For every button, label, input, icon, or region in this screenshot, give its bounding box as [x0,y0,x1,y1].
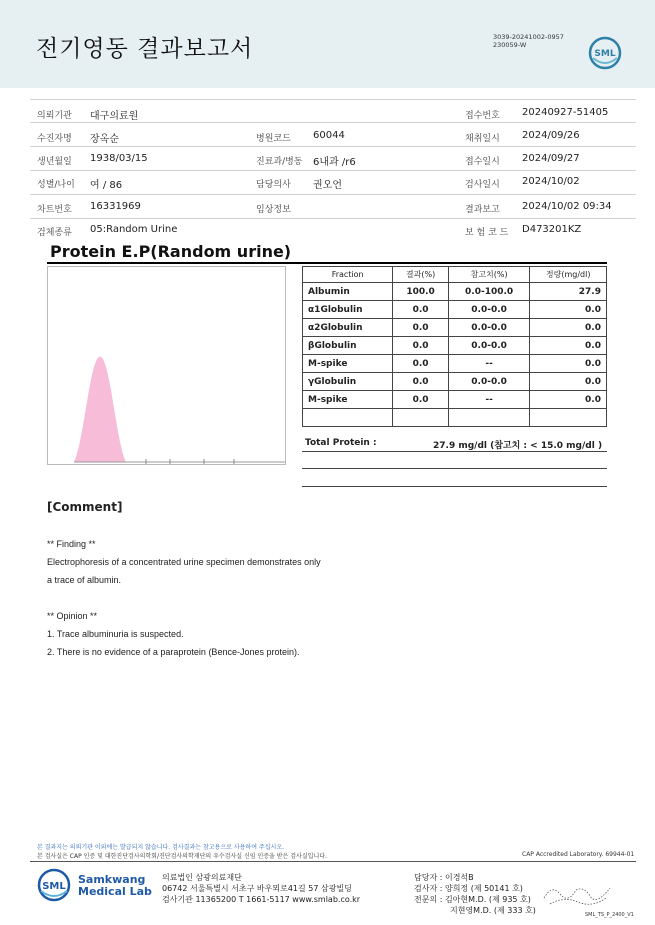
cap-accreditation: CAP Accredited Laboratory. 69944-01 [522,851,635,858]
staff-line: 검사자 : 양희정 (제 50141 호) [414,884,523,893]
total-protein-value: 27.9 mg/dl (참고치 : < 15.0 mg/dl ) [433,441,603,451]
fraction-ref: 0.0-0.0 [448,301,530,319]
logo-name [78,874,152,898]
fraction-ref: 0.0-0.0 [448,337,530,355]
logo-text-2: Medical Lab [78,885,152,898]
info-value: 대구의료원 [90,111,139,122]
total-line-3 [302,486,607,487]
samkwang-logo-icon [34,868,74,902]
fraction-ref: -- [448,355,530,373]
fraction-qty: 0.0 [530,301,607,319]
address-line-3: 검사기관 11365200 T 1661-5117 www.smlab.co.kr [162,895,361,904]
staff-line: 지현영M.D. (제 333 호) [450,906,536,915]
info-label: 담당의사 [256,180,291,190]
fraction-result: 0.0 [393,337,449,355]
info-label: 병원코드 [256,134,291,144]
info-row-divider [30,218,636,219]
fraction-result: 0.0 [393,355,449,373]
fraction-qty: 0.0 [530,373,607,391]
fraction-name: βGlobulin [303,337,393,355]
fraction-row-empty [303,409,607,427]
fraction-qty: 27.9 [530,283,607,301]
info-value: 1938/03/15 [90,153,148,164]
address-line-1: 의료법인 삼광의료재단 [162,873,242,882]
comment-line: 1. Trace albuminuria is suspected. [47,629,184,639]
info-value: 05:Random Urine [90,224,178,235]
footer-divider [30,861,636,862]
fraction-name: α2Globulin [303,319,393,337]
fraction-ref: 0.0-0.0 [448,319,530,337]
fraction-row [303,355,607,373]
logo-text-1: Samkwang [78,873,146,886]
section-title: Protein E.P(Random urine) [50,242,292,261]
info-row-divider [30,146,636,147]
fraction-name: α1Globulin [303,301,393,319]
footer-notice-2: 본 검사실은 CAP 인증 및 대한진단검사의학회/진단검사의학재단의 우수검사실 신임 인증을 받은 검사실입니다. [37,853,327,860]
info-label: 검사일시 [465,180,500,190]
comment-line: a trace of albumin. [47,575,122,585]
comment-line: ** Finding ** [47,539,96,549]
signature [540,878,620,908]
sml-logo-icon [588,36,622,70]
info-value: 60044 [313,130,345,141]
info-label: 성별/나이 [37,180,75,190]
info-row-divider [30,194,636,195]
info-value: D473201KZ [522,224,582,235]
info-label: 접수번호 [465,111,500,121]
footer-notice-1: 본 결과지는 의뢰기관 이외에는 발급되지 않습니다. 검사결과는 참고용으로 사용하여 주십시오. [37,844,285,851]
fraction-qty: 0.0 [530,355,607,373]
info-label: 진료과/병동 [256,157,303,167]
fraction-row [303,301,607,319]
info-label: 검체종류 [37,228,72,238]
comment-line: ** Opinion ** [47,611,98,621]
fraction-ref: 0.0-100.0 [448,283,530,301]
info-value: 여 / 86 [90,180,123,191]
section-underline [47,262,607,264]
albumin-peak [74,357,126,462]
fraction-qty: 0.0 [530,337,607,355]
sml-badge-text: SML [594,49,616,59]
fraction-row [303,337,607,355]
footer-address [162,872,360,905]
staff-line: 전문의 : 김아현M.D. (제 935 호) [414,895,531,904]
col-ref: 참고치(%) [448,267,530,283]
info-value: 2024/10/02 [522,176,580,187]
info-label: 의뢰기관 [37,111,72,121]
total-protein-label: Total Protein : [305,438,377,448]
fraction-result: 0.0 [393,391,449,409]
info-value: 2024/09/27 [522,153,580,164]
info-row-divider [30,170,636,171]
fraction-name: γGlobulin [303,373,393,391]
info-label: 접수일시 [465,157,500,167]
info-label: 수진자명 [37,134,72,144]
fraction-table-header [303,267,607,283]
doc-code: SML_TS_P_2400_V1 [585,912,634,918]
fraction-row [303,319,607,337]
info-value: 20240927-51405 [522,107,609,118]
info-label: 채취일시 [465,134,500,144]
info-label: 임상정보 [256,205,291,215]
fraction-row [303,391,607,409]
col-fraction: Fraction [303,267,393,283]
comment-line: 2. There is no evidence of a paraprotein (Bence-Jones protein). [47,647,300,657]
comment-heading: [Comment] [47,500,123,514]
fraction-ref: 0.0-0.0 [448,373,530,391]
report-header [0,0,655,88]
info-top-divider [30,99,636,100]
total-line-1 [302,451,607,452]
svg-text:SML: SML [42,881,66,892]
comment-line: Electrophoresis of a concentrated urine specimen demonstrates only [47,557,321,567]
info-value: 장옥순 [90,134,119,145]
fraction-result: 0.0 [393,373,449,391]
info-label: 생년월일 [37,157,72,167]
staff-line: 담당자 : 이경석B [414,873,474,882]
electrophoresis-chart [47,266,286,465]
fraction-qty: 0.0 [530,391,607,409]
fraction-result: 0.0 [393,319,449,337]
report-code-line2: 230059-W [493,41,527,49]
fraction-row [303,283,607,301]
fraction-result: 0.0 [393,301,449,319]
report-code [493,33,564,49]
col-qty: 정량(mg/dl) [530,267,607,283]
fraction-result: 100.0 [393,283,449,301]
info-label: 차트번호 [37,205,72,215]
info-value: 2024/10/02 09:34 [522,201,612,212]
info-value: 2024/09/26 [522,130,580,141]
report-code-line1: 3039-20241002-0957 [493,33,564,41]
fraction-name: M-spike [303,391,393,409]
address-line-2: 06742 서울특별시 서초구 바우뫼로41길 57 삼광빌딩 [162,884,352,893]
fraction-qty: 0.0 [530,319,607,337]
fraction-table [302,266,607,427]
fraction-name: Albumin [303,283,393,301]
report-title: 전기영동 결과보고서 [36,36,254,62]
info-value: 16331969 [90,201,141,212]
fraction-ref: -- [448,391,530,409]
info-value: 권오언 [313,180,342,191]
info-label: 결과보고 [465,205,500,215]
info-value: 6내과 /r6 [313,157,356,168]
total-line-2 [302,468,607,469]
electrophoresis-plot [48,267,285,464]
fraction-name: M-spike [303,355,393,373]
info-label: 보 험 코 드 [465,228,509,238]
col-result: 결과(%) [393,267,449,283]
fraction-row [303,373,607,391]
info-row-divider [30,122,636,123]
footer-staff [414,872,536,916]
